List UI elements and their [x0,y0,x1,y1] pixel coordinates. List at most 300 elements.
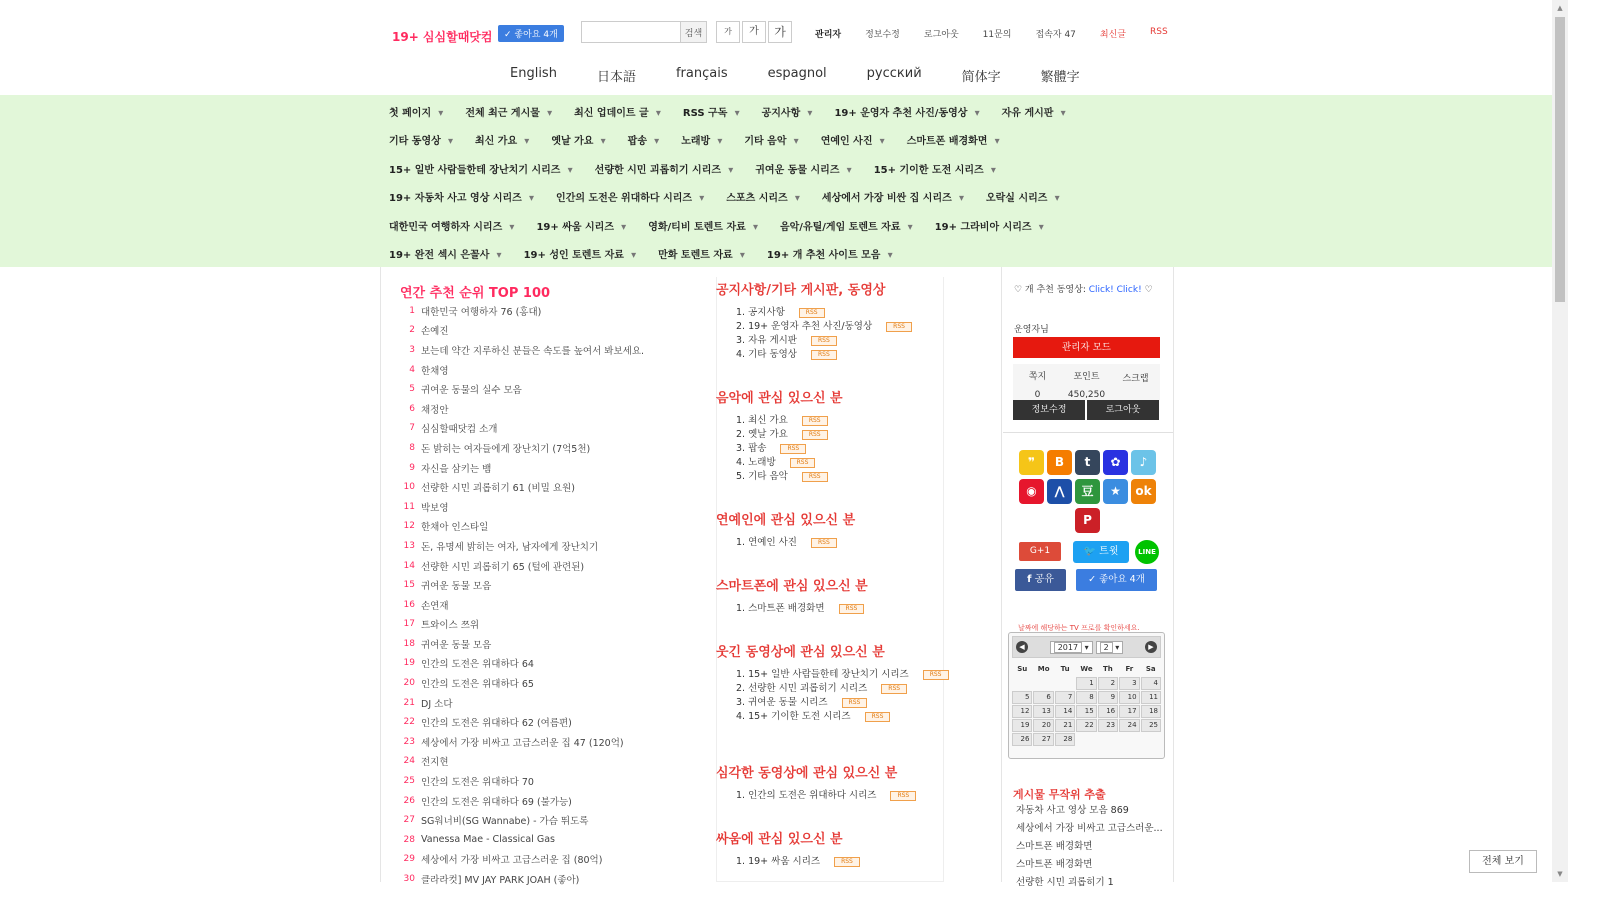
calendar-weekday: Tu [1060,665,1070,673]
section-item [736,428,843,442]
ranking-title-text: 귀여운 동물 모음 [421,639,492,651]
rss-link[interactable]: RSS [1150,27,1168,37]
search-input[interactable] [582,22,680,42]
ranking-number: 23 [403,736,415,747]
ranking-title-text: 박보영 [421,502,449,514]
rss-icon[interactable]: RSS [802,416,828,426]
gplus-button[interactable]: G+1 [1019,542,1061,561]
rss-icon[interactable]: RSS [923,670,949,680]
menu-row [389,189,1060,204]
rss-icon[interactable]: RSS [881,684,907,694]
lang-english[interactable]: English [510,66,557,81]
menu-item[interactable]: 19+ 개 추천 사이트 모음 ▾ [767,246,893,261]
share-row [1019,479,1159,504]
menu-item[interactable]: 영화/티비 토렌트 자료 ▾ [648,218,758,233]
section-item [736,414,843,428]
ranking-item[interactable] [400,360,710,380]
ranking-number: 1 [409,305,415,316]
ranking-item[interactable] [400,693,710,713]
section-title: 음악에 관심 있으신 분 [716,391,843,406]
lang-japanese[interactable]: 日本語 [596,70,636,85]
ranking-title-text: 한채아 인스타일 [421,522,489,534]
calendar-day[interactable]: 20 [1033,719,1053,732]
lang-simplified-chinese[interactable]: 简体字 [961,70,1001,85]
section-list [716,855,860,869]
ranking-number: 16 [403,599,415,610]
font-medium-button[interactable]: 가 [742,21,766,43]
ranking-item[interactable] [400,419,710,439]
search-box [581,21,707,43]
tumblr-icon[interactable]: t [1075,450,1100,475]
section-link[interactable]: 1. 최신 가요 [736,415,788,426]
ranking-title-text: 인간의 도전은 위대하다 62 (여름편) [421,718,572,730]
section-item [736,536,855,550]
column-divider [1001,267,1002,882]
rss-icon[interactable]: RSS [811,350,837,360]
ranking-item[interactable] [400,321,710,341]
section-link[interactable]: 1. 19+ 싸움 시리즈 [736,856,821,867]
ranking-title-text: 세상에서 가장 비싸고 고급스러운 집 47 (120억) [421,737,624,749]
calendar-day[interactable]: 27 [1033,733,1053,746]
menu-item[interactable]: 전체 최근 게시물 ▾ [465,104,552,119]
menu-item[interactable]: 세상에서 가장 비싼 집 시리즈 ▾ [822,189,964,204]
ranking-title-text: 보는데 약간 지루하신 분들은 속도를 높여서 봐보세요. [421,345,645,357]
ranking-title-text: 채정안 [421,404,449,416]
band-icon[interactable]: ♪ [1131,450,1156,475]
calendar-day[interactable]: 4 [1141,677,1161,690]
menu-item[interactable]: 인간의 도전은 위대하다 시리즈 ▾ [556,189,704,204]
calendar-day[interactable]: 10 [1119,691,1139,704]
ranking-number: 25 [403,776,415,787]
section-link[interactable]: 5. 기타 음악 [736,471,788,482]
year-select[interactable]: 2017 ▾ [1050,641,1093,654]
memo-label: 쪽지 [1028,372,1047,382]
section-list [716,668,949,724]
menu-item[interactable]: 공지사항 ▾ [762,104,813,119]
ranking-item[interactable] [400,869,710,889]
font-large-button[interactable]: 가 [768,21,792,43]
ranking-number: 6 [409,403,415,414]
ranking-item[interactable] [400,712,710,732]
rss-icon[interactable]: RSS [839,604,865,614]
ranking-item[interactable] [400,301,710,321]
ranking-title-text: 세상에서 가장 비싸고 고급스러운 집 (80억) [421,855,603,867]
ranking-item[interactable] [400,340,710,360]
menu-item[interactable]: 15+ 일반 사람들한테 장난치기 시리즈 ▾ [389,161,573,176]
fav-prefix: ♡ 개 추천 동영상: [1014,285,1086,295]
menu-item[interactable]: RSS 구독 ▾ [683,104,740,119]
ranking-item[interactable] [400,379,710,399]
calendar-day[interactable]: 13 [1033,705,1053,718]
language-selector [510,66,1080,85]
rss-icon[interactable]: RSS [811,538,837,548]
ranking-item[interactable] [400,536,710,556]
year-value: 2017 [1054,642,1082,653]
ranking-title: 연간 추천 순위 TOP 100 [400,286,551,301]
calendar-day[interactable]: 11 [1141,691,1161,704]
rss-icon[interactable]: RSS [834,857,860,867]
calendar-day[interactable]: 18 [1141,705,1161,718]
ranking-number: 19 [403,658,415,669]
font-small-button[interactable]: 가 [716,21,740,43]
menu-item[interactable]: 19+ 자동차 사고 영상 시리즈 ▾ [389,189,534,204]
ranking-number: 2 [409,325,415,336]
section-link[interactable]: 1. 인간의 도전은 위대하다 시리즈 [736,790,877,801]
category-section [716,575,868,616]
rss-icon[interactable]: RSS [780,444,806,454]
section-link[interactable]: 4. 노래방 [736,457,776,468]
calendar-day[interactable]: 25 [1141,719,1161,732]
rss-icon[interactable]: RSS [802,430,828,440]
calendar-selects [1050,641,1124,654]
section-list [716,789,916,803]
point-value: 450,250 [1067,390,1106,400]
ranking-item[interactable] [400,654,710,674]
rss-icon[interactable]: RSS [790,458,816,468]
menu-item[interactable]: 최신 가요 ▾ [475,132,529,147]
pinterest-icon[interactable]: P [1075,508,1100,533]
ranking-item[interactable] [400,673,710,693]
like-button-sidebar[interactable]: ✓ 좋아요 4개 [1076,569,1157,591]
scrap-stat[interactable]: 스크랩 [1122,374,1149,384]
lang-spanish[interactable]: espagnol [767,66,827,81]
ranking-item[interactable] [400,556,710,576]
edit-info-link[interactable]: 정보수정 [865,30,900,40]
menu-item[interactable]: 선량한 시민 괴롭히기 시리즈 ▾ [595,161,734,176]
kakaostory-icon[interactable]: ❞ [1019,450,1044,475]
calendar-day[interactable]: 28 [1055,733,1075,746]
section-item [736,696,949,710]
category-section [716,762,916,803]
next-month-icon[interactable]: ▶ [1145,641,1157,653]
section-title: 공지사항/기타 게시판, 동영상 [716,283,886,298]
category-section [716,509,855,550]
logout-link[interactable]: 로그아웃 [923,30,959,40]
ranking-item[interactable] [400,595,710,615]
user-buttons [1013,400,1159,420]
section-list [716,306,912,362]
section-link[interactable]: 1. 스마트폰 배경화면 [736,603,825,614]
scroll-down-icon[interactable]: ▼ [1557,870,1563,878]
ranking-number: 27 [403,815,415,826]
calendar-day[interactable]: 15 [1076,705,1096,718]
random-post-item[interactable]: 자동차 사고 영상 모음 869 [1016,805,1129,816]
ranking-item[interactable] [400,438,710,458]
ranking-number: 8 [409,442,415,453]
naver-icon[interactable]: ⋀ [1047,479,1072,504]
latest-posts-link[interactable]: 최신글 [1099,30,1126,40]
calendar-day[interactable]: 9 [1098,691,1118,704]
ranking-title-text: 선량한 시민 괴롭히기 61 (비밀 요원) [421,483,575,495]
ranking-title-text: 손예진 [421,326,449,338]
ranking-title-text: 인간의 도전은 위대하다 64 [421,659,534,671]
calendar-day[interactable]: 5 [1012,691,1032,704]
ranking-number: 20 [403,678,415,689]
blogger-icon[interactable]: B [1047,450,1072,475]
memo-value: 0 [1034,390,1041,400]
top-links [815,27,1168,40]
menu-item[interactable]: 대한민국 여행하자 시리즈 ▾ [389,218,514,233]
menu-item[interactable]: 팝송 ▾ [628,132,660,147]
menu-item[interactable]: 19+ 운영자 추천 사진/동영상 ▾ [834,104,979,119]
menu-item[interactable]: 기타 동영상 ▾ [389,132,453,147]
rss-icon[interactable]: RSS [842,698,868,708]
lang-russian[interactable]: русский [866,66,922,81]
ranking-number: 9 [409,462,415,473]
menu-item[interactable]: 만화 토렌트 자료 ▾ [658,246,745,261]
menu-item[interactable]: 오락실 시리즈 ▾ [986,189,1060,204]
ranking-title-text: 인간의 도전은 위대하다 65 [421,679,534,691]
calendar-day[interactable]: 7 [1055,691,1075,704]
rss-icon[interactable]: RSS [811,336,837,346]
section-list [716,414,843,484]
recommended-videos [1014,282,1153,295]
ranking-title-text: 한채영 [421,365,449,377]
menu-item[interactable]: 19+ 싸움 시리즈 ▾ [536,218,626,233]
menu-item[interactable]: 스포츠 시리즈 ▾ [726,189,800,204]
calendar-blank [1012,677,1032,690]
like-button[interactable]: ✓ 좋아요 4개 [498,25,564,42]
section-list [716,602,868,616]
month-select[interactable]: 2 ▾ [1096,641,1124,654]
ranking-item[interactable] [400,791,710,811]
ranking-number: 18 [403,638,415,649]
ranking-title-text: 전지현 [421,757,449,769]
ranking-item[interactable] [400,830,710,850]
ranking-item[interactable] [400,615,710,635]
weibo-icon[interactable]: ◉ [1019,479,1044,504]
ranking-title-text: 손연재 [421,600,449,612]
ranking-item[interactable] [400,497,710,517]
calendar-day[interactable]: 16 [1098,705,1118,718]
calendar-blank [1033,677,1053,690]
search-button[interactable]: 검색 [680,22,706,42]
tweet-button[interactable] [1073,541,1129,563]
admin-link[interactable]: 관리자 [815,30,842,40]
bookmark-star-icon[interactable]: ★ [1103,479,1128,504]
ranking-title-text: 돈 밝히는 여자들에게 장난치기 (7억5천) [421,443,591,455]
calendar-day[interactable]: 17 [1119,705,1139,718]
section-item [736,320,912,334]
admin-mode-button[interactable]: 관리자 모드 [1013,337,1160,358]
scroll-thumb[interactable] [1555,17,1565,302]
calendar-day[interactable]: 2 [1098,677,1118,690]
calendar-day[interactable]: 21 [1055,719,1075,732]
calendar-day[interactable]: 22 [1076,719,1096,732]
section-link[interactable]: 1. 공지사항 [736,307,785,318]
menu-item[interactable]: 스마트폰 배경화면 ▾ [907,132,1000,147]
calendar-day[interactable]: 12 [1012,705,1032,718]
ranking-item[interactable] [400,771,710,791]
ranking-title-text: 귀여운 동물의 실수 모음 [421,385,522,397]
top-bar [0,0,1552,62]
menu-item[interactable]: 기타 음악 ▾ [744,132,798,147]
ranking-number: 28 [403,834,415,845]
menu-item[interactable]: 옛날 가요 ▾ [551,132,605,147]
section-link[interactable]: 4. 기타 동영상 [736,349,797,360]
share-row [1019,508,1159,533]
ranking-list [400,301,710,889]
ranking-number: 26 [403,795,415,806]
ranking-title-text: 돈, 유명세 밝히는 여자, 남자에게 장난치기 [421,541,599,553]
ranking-number: 22 [403,717,415,728]
ranking-number: 7 [409,423,415,434]
ranking-number: 29 [403,854,415,865]
scroll-up-icon[interactable]: ▲ [1557,4,1563,12]
ranking-item[interactable] [400,399,710,419]
menu-item[interactable]: 노래방 ▾ [681,132,722,147]
section-title: 웃긴 동영상에 관심 있으신 분 [716,645,885,660]
calendar-day[interactable]: 26 [1012,733,1032,746]
ranking-title-text: 클라라컷] MV JAY PARK JOAH (좋아) [421,875,580,887]
section-title: 싸움에 관심 있으신 분 [716,832,843,847]
section-title: 심각한 동영상에 관심 있으신 분 [716,766,898,781]
menu-item[interactable]: 음악/유틸/게임 토렌트 자료 ▾ [780,218,913,233]
menu-item[interactable]: 15+ 기이한 도전 시리즈 ▾ [874,161,996,176]
random-post-item[interactable]: 선량한 시민 괴롭히기 1 [1016,877,1114,888]
section-link[interactable]: 3. 귀여운 동물 시리즈 [736,697,828,708]
user-name: 운영자님 [1014,325,1049,335]
rss-icon[interactable]: RSS [802,472,828,482]
calendar-day[interactable]: 14 [1055,705,1075,718]
ranking-item[interactable] [400,517,710,537]
ranking-title-text: 심심할때닷컴 소개 [421,424,498,436]
share-row [1019,450,1159,475]
share-icons [1019,450,1159,537]
month-value: 2 [1100,642,1113,653]
rss-icon[interactable]: RSS [865,712,891,722]
menu-item[interactable]: 연예인 사진 ▾ [821,132,885,147]
ranking-item[interactable] [400,752,710,772]
section-link[interactable]: 2. 옛날 가요 [736,429,788,440]
category-section [716,828,860,869]
ranking-number: 4 [409,364,415,375]
section-item [736,682,949,696]
calendar [1008,632,1165,759]
calendar-day[interactable]: 1 [1076,677,1096,690]
section-title: 스마트폰에 관심 있으신 분 [716,579,868,594]
menu-item[interactable]: 19+ 그라비아 시리즈 ▾ [935,218,1044,233]
baidu-icon[interactable]: ✿ [1103,450,1128,475]
lang-traditional-chinese[interactable]: 繁體字 [1040,70,1080,85]
douban-icon[interactable]: 豆 [1075,479,1100,504]
ranking-number: 17 [403,619,415,630]
odnoklassniki-icon[interactable]: ok [1131,479,1156,504]
site-logo[interactable]: 19+ 심심할때닷컴 [392,30,493,44]
prev-month-icon[interactable]: ◀ [1016,641,1028,653]
menu-item[interactable]: 19+ 완전 섹시 은꼴사 ▾ [389,246,502,261]
ranking-title-text: 인간의 도전은 위대하다 70 [421,777,534,789]
scrollbar[interactable] [1552,0,1568,882]
calendar-day[interactable]: 23 [1098,719,1118,732]
main-menu [0,95,1552,267]
inquiry-link[interactable]: 11문의 [982,30,1012,40]
section-link[interactable]: 3. 자유 게시판 [736,335,797,346]
menu-item[interactable]: 귀여운 동물 시리즈 ▾ [755,161,851,176]
category-section [716,387,843,484]
calendar-weekday: Mo [1037,665,1050,673]
facebook-share-button[interactable] [1015,569,1066,591]
ranking-number: 21 [403,697,415,708]
section-item [736,789,916,803]
section-item [736,442,843,456]
menu-row [389,218,1044,233]
ranking-item[interactable] [400,732,710,752]
rss-icon[interactable]: RSS [890,791,916,801]
section-link[interactable]: 2. 선량한 시민 괴롭히기 시리즈 [736,683,868,694]
ranking-item[interactable] [400,850,710,870]
ranking-item[interactable] [400,634,710,654]
tv-note: 날짜에 해당하는 TV 프로를 확인하세요. [1018,624,1140,632]
rss-icon[interactable]: RSS [886,322,912,332]
section-item [736,306,912,320]
menu-item[interactable]: 19+ 성인 토렌트 자료 ▾ [524,246,637,261]
ranking-title-text: DJ 소다 [421,698,453,710]
ranking-number: 15 [403,580,415,591]
calendar-weekday: We [1080,665,1093,673]
line-icon[interactable]: LINE [1135,540,1159,564]
section-link[interactable]: 3. 팝송 [736,443,767,454]
ranking-title-text: 귀여운 동물 모음 [421,581,492,593]
edit-info-button[interactable]: 정보수정 [1013,400,1085,420]
font-size-buttons [716,21,792,43]
ranking-item[interactable] [400,810,710,830]
calendar-weekday: Su [1017,665,1028,673]
rss-icon[interactable]: RSS [799,308,825,318]
fav-suffix: ♡ [1144,285,1153,295]
section-item [736,334,912,348]
section-link[interactable]: 1. 15+ 일반 사람들한테 장난치기 시리즈 [736,669,909,680]
ranking-title-text: 대한민국 여행하자 76 (홍대) [421,306,542,318]
random-post-item[interactable]: 스마트폰 배경화면 [1016,841,1093,852]
section-link[interactable]: 4. 15+ 기이한 도전 시리즈 [736,711,851,722]
ranking-item[interactable] [400,575,710,595]
lang-french[interactable]: français [675,66,728,81]
point-stat[interactable] [1062,364,1111,400]
ranking-item[interactable] [400,477,710,497]
menu-item[interactable]: 최신 업데이트 글 ▾ [574,104,661,119]
view-all-button[interactable]: 전체 보기 [1469,850,1537,873]
calendar-day[interactable]: 8 [1076,691,1096,704]
section-item [736,456,843,470]
calendar-day[interactable]: 24 [1119,719,1139,732]
menu-item[interactable]: 자유 게시판 ▾ [1002,104,1066,119]
ranking-title-text: Vanessa Mae - Classical Gas [421,834,555,846]
ranking-item[interactable] [400,458,710,478]
ranking-number: 11 [403,501,415,512]
section-item [736,470,843,484]
calendar-weekday: Fr [1125,665,1134,673]
section-link[interactable]: 1. 연예인 사진 [736,537,797,548]
ranking-title-text: 트와이스 쯔위 [421,620,480,632]
menu-row [389,132,1000,147]
calendar-day[interactable]: 19 [1012,719,1032,732]
facebook-icon: f [1027,574,1032,585]
section-link[interactable]: 2. 19+ 운영자 추천 사진/동영상 [736,321,873,332]
visitors-link[interactable]: 접속자 47 [1035,30,1076,40]
fav-link[interactable]: Click! Click! [1088,285,1142,295]
calendar-day[interactable]: 6 [1033,691,1053,704]
menu-item[interactable]: 첫 페이지 ▾ [389,104,443,119]
logout-button[interactable]: 로그아웃 [1087,400,1159,420]
memo-stat[interactable] [1013,364,1062,400]
point-label: 포인트 [1073,372,1100,382]
ranking-number: 14 [403,560,415,571]
random-post-item[interactable]: 세상에서 가장 비싸고 고급스러운... [1016,823,1163,834]
random-post-item[interactable]: 스마트폰 배경화면 [1016,859,1093,870]
calendar-weekday: Sa [1145,665,1156,673]
calendar-day[interactable]: 3 [1119,677,1139,690]
